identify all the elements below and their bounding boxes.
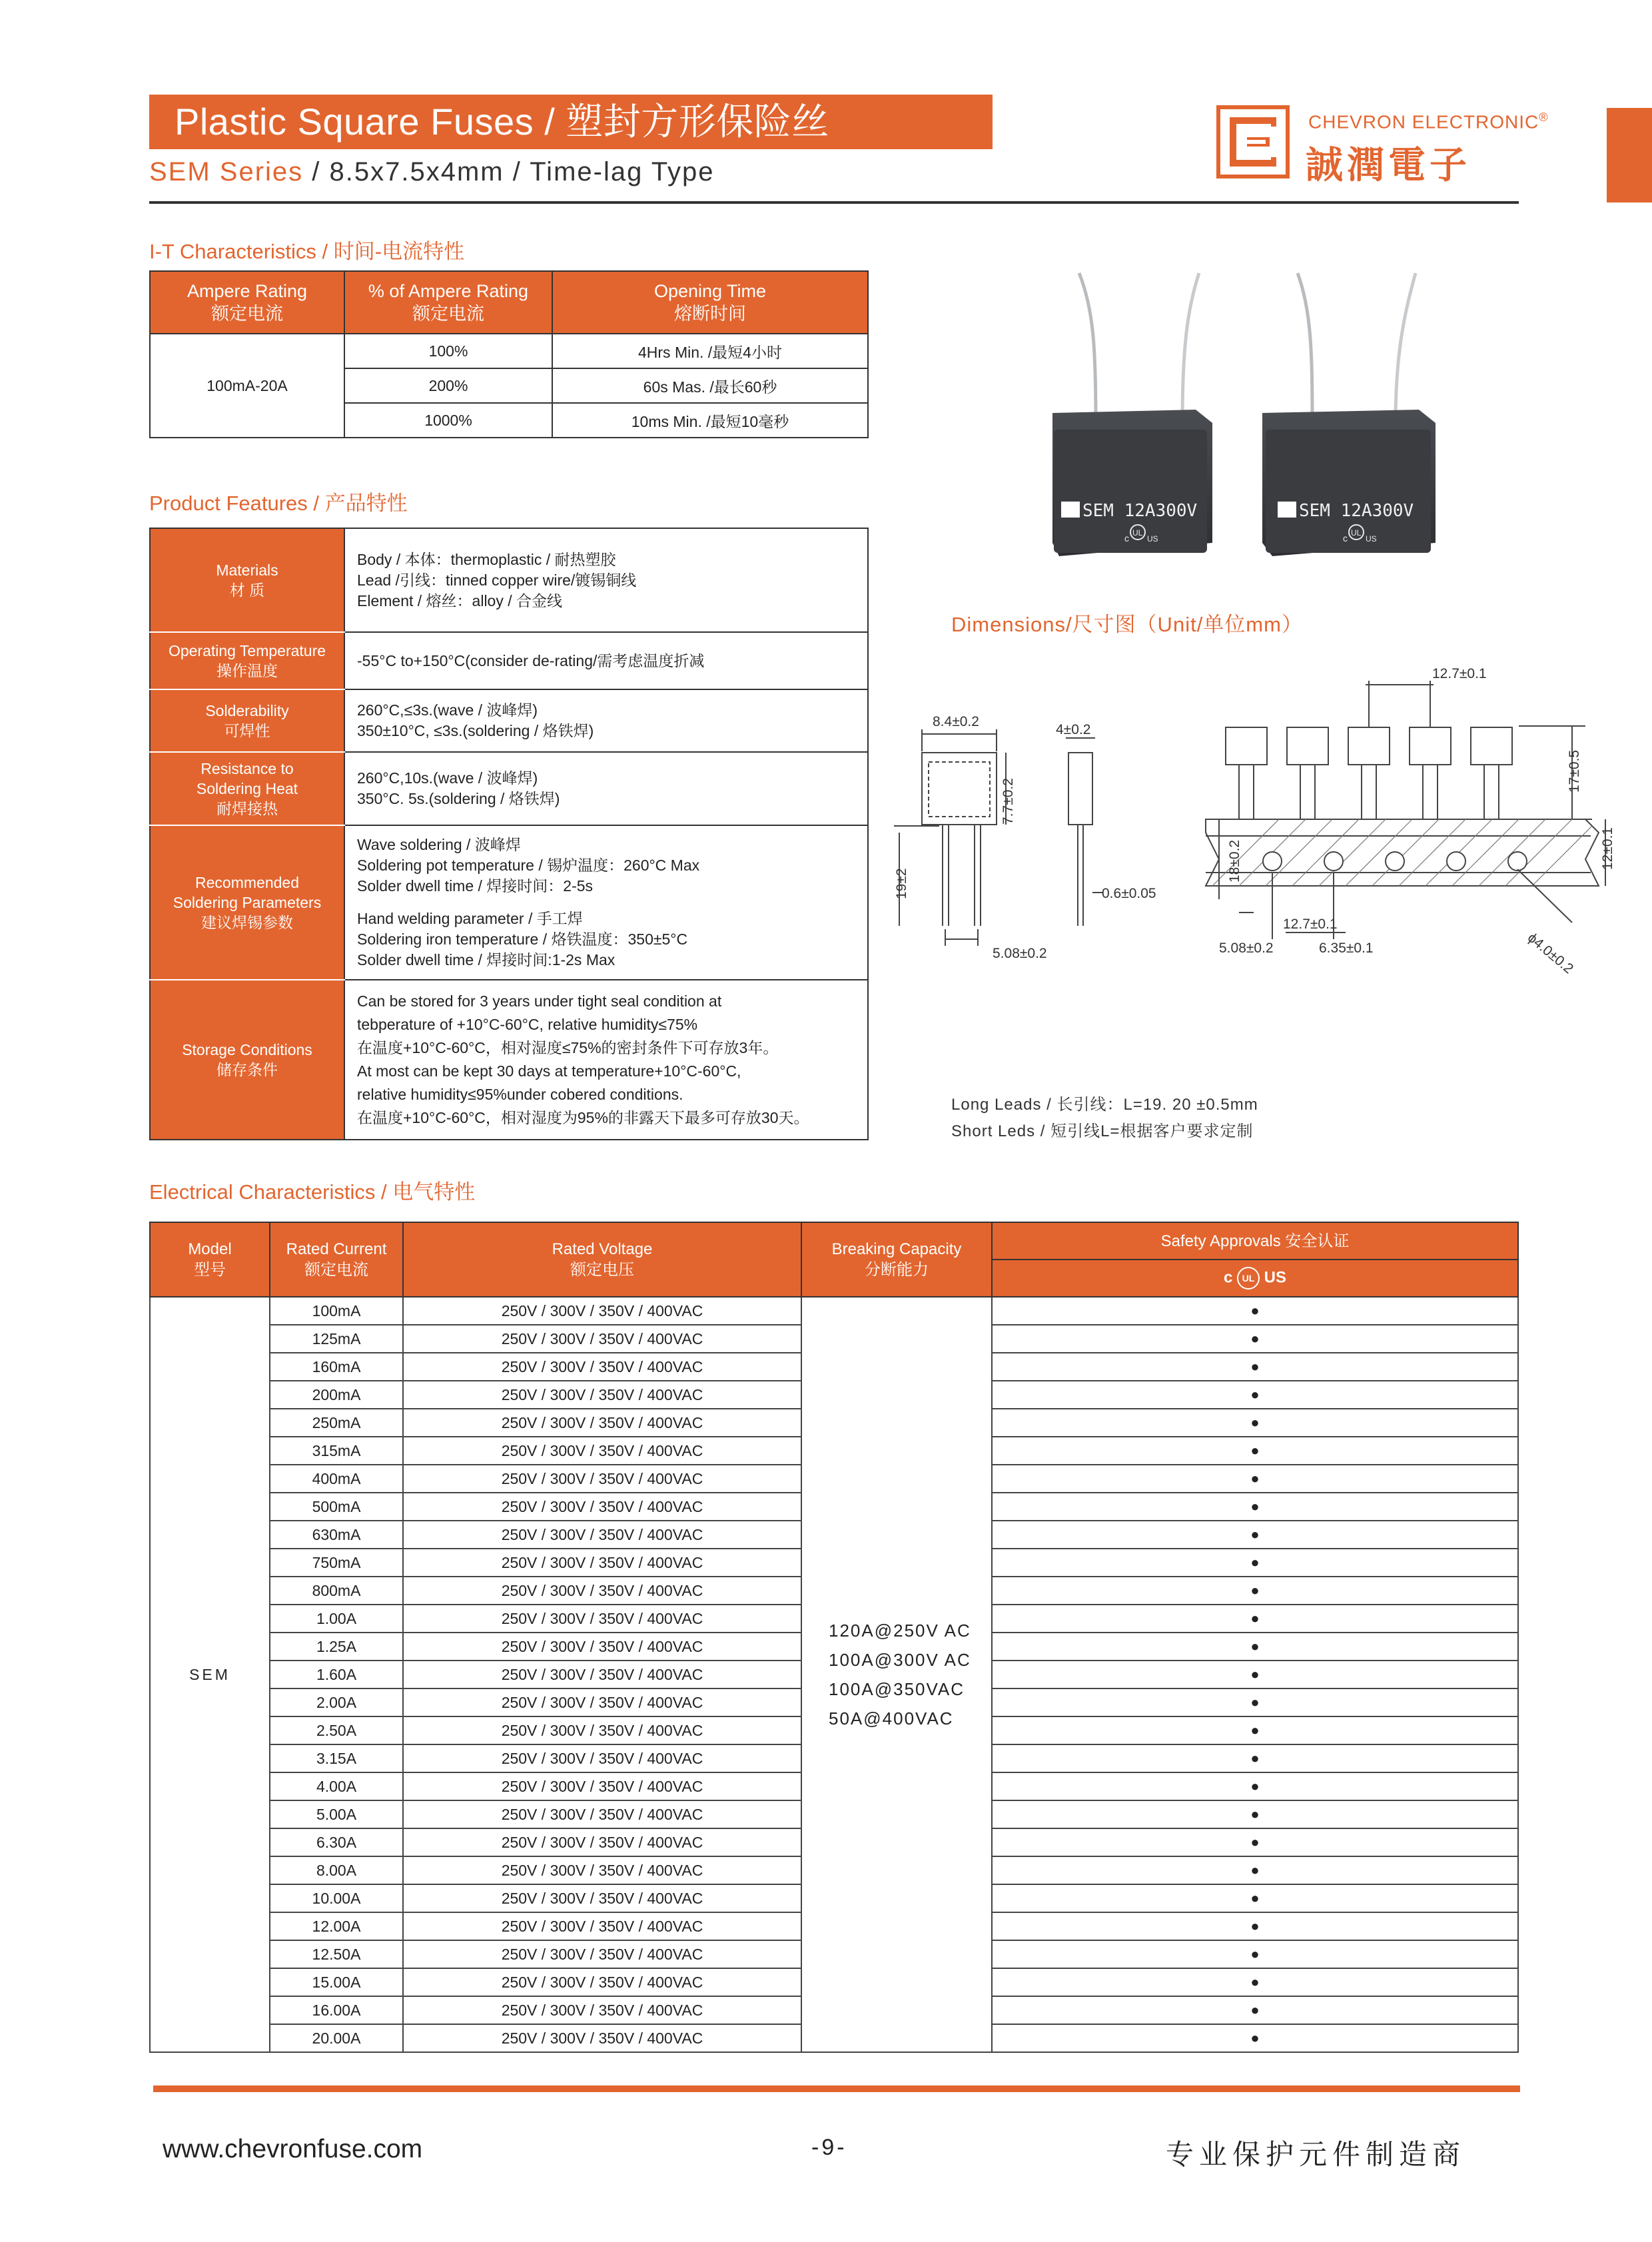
cert-c: c: [1223, 1268, 1233, 1287]
feature-label-en: Soldering Heat: [196, 780, 298, 797]
safety-approval-mark: ●: [992, 1521, 1518, 1549]
feature-label-en: Resistance to: [201, 760, 294, 777]
rated-current-cell: 315mA: [270, 1437, 403, 1465]
rated-current-cell: 100mA: [270, 1297, 403, 1325]
it-header-text: 额定电流: [211, 304, 283, 324]
logo-chinese: 誠潤電子: [1306, 144, 1471, 186]
rated-current-cell: 160mA: [270, 1353, 403, 1381]
rated-voltage-cell: 250V / 300V / 350V / 400VAC: [403, 1996, 801, 2024]
safety-approval-mark: ●: [992, 1912, 1518, 1940]
cert-ul: UL: [1242, 1273, 1255, 1284]
breaking-capacity-line: 100A@300V AC: [829, 1650, 971, 1670]
tape-offset-label: 6.35±0.1: [1319, 940, 1374, 956]
feature-line: Element / 熔丝：alloy / 合金线: [357, 591, 563, 609]
feature-spacer: [357, 897, 855, 909]
dim-thickness-label: 4±0.2: [1056, 722, 1091, 737]
safety-approval-mark: ●: [992, 1353, 1518, 1381]
feature-line: 在温度+10°C-60°C，相对湿度为95%的非露天下最多可存放30天。: [357, 1109, 809, 1126]
feature-line: tebperature of +10°C-60°C, relative humidity≤75%: [357, 1016, 698, 1033]
table-row: [150, 980, 868, 1140]
safety-approval-mark: ●: [992, 1716, 1518, 1744]
table-row: [150, 825, 868, 980]
rated-current-cell: 8.00A: [270, 1856, 403, 1884]
tape-hole-diameter-label: ϕ4.0±0.2: [1524, 930, 1577, 977]
safety-approval-mark: ●: [992, 2024, 1518, 2052]
safety-approval-mark: ●: [992, 1884, 1518, 1912]
elec-header-text: Breaking Capacity: [831, 1240, 962, 1258]
rated-voltage-cell: 250V / 300V / 350V / 400VAC: [403, 1661, 801, 1688]
safety-approval-mark: ●: [992, 1940, 1518, 1968]
fuse-ul-us: US: [1147, 534, 1158, 544]
features-table: [149, 528, 869, 1140]
safety-approval-mark: ●: [992, 1661, 1518, 1688]
rated-voltage-cell: 250V / 300V / 350V / 400VAC: [403, 1856, 801, 1884]
safety-approval-mark: ●: [992, 1381, 1518, 1409]
feature-line: Wave soldering / 波峰焊: [357, 836, 521, 853]
rated-current-cell: 750mA: [270, 1549, 403, 1577]
it-header-text: 熔断时间: [674, 304, 746, 324]
dim-lead-label: 19±2: [894, 868, 909, 899]
elec-header-cert: [992, 1260, 1518, 1297]
it-table: [149, 270, 869, 438]
cert-us: US: [1264, 1268, 1287, 1287]
dim-height-label: 7.7±0.2: [1001, 778, 1016, 825]
feature-label-en: Recommended: [195, 874, 299, 891]
it-header-text: 额定电流: [412, 304, 484, 324]
series-subtitle: [149, 157, 714, 187]
it-header-text: Opening Time: [653, 281, 767, 301]
rated-voltage-cell: 250V / 300V / 350V / 400VAC: [403, 1465, 801, 1493]
feature-line: 350°C. 5s.(soldering / 烙铁焊): [357, 790, 560, 807]
safety-approval-mark: ●: [992, 1633, 1518, 1661]
rated-current-cell: 1.60A: [270, 1661, 403, 1688]
safety-approval-mark: ●: [992, 1549, 1518, 1577]
rated-current-cell: 500mA: [270, 1493, 403, 1521]
header-rule: [149, 201, 1519, 204]
safety-approval-mark: ●: [992, 1744, 1518, 1772]
rated-voltage-cell: 250V / 300V / 350V / 400VAC: [403, 1912, 801, 1940]
feature-label-cn: 操作温度: [216, 662, 278, 679]
elec-header-safety: Safety Approvals 安全认证: [992, 1222, 1518, 1260]
rated-current-cell: 4.00A: [270, 1772, 403, 1800]
rated-current-cell: 20.00A: [270, 2024, 403, 2052]
series-name: SEM Series: [149, 157, 304, 187]
rated-voltage-cell: 250V / 300V / 350V / 400VAC: [403, 1325, 801, 1353]
fuse-ul-c: c: [1124, 533, 1129, 544]
safety-approval-mark: ●: [992, 1297, 1518, 1325]
rated-current-cell: 1.00A: [270, 1605, 403, 1633]
feature-line: 260°C,10s.(wave / 波峰焊): [357, 769, 538, 787]
elec-header-text: 分断能力: [865, 1261, 929, 1279]
it-header-text: % of Ampere Rating: [368, 281, 529, 301]
rated-voltage-cell: 250V / 300V / 350V / 400VAC: [403, 1605, 801, 1633]
safety-approval-mark: ●: [992, 1493, 1518, 1521]
elec-header-text: Rated Current: [286, 1240, 387, 1258]
rated-voltage-cell: 250V / 300V / 350V / 400VAC: [403, 1828, 801, 1856]
rated-voltage-cell: 250V / 300V / 350V / 400VAC: [403, 1940, 801, 1968]
footer-slogan: 专业保护元件制造商: [1166, 2139, 1466, 2170]
feature-line: Solder dwell time / 焊接时间:1-2s Max: [357, 951, 616, 968]
it-time-cell: 60s Mas. /最长60秒: [552, 368, 868, 403]
tape-lead-pitch-label: 5.08±0.2: [1219, 940, 1274, 956]
fuse-ul-us: US: [1366, 534, 1377, 544]
tape-hole-pitch-label: 12.7±0.1: [1283, 917, 1338, 932]
dim-diameter-label: 0.6±0.05: [1102, 886, 1156, 901]
electrical-section-title: Electrical Characteristics / 电气特性: [149, 1180, 476, 1204]
table-row: [150, 689, 868, 752]
feature-line: Hand welding parameter / 手工焊: [357, 910, 583, 927]
feature-label-en: Soldering Parameters: [173, 894, 322, 911]
rated-current-cell: 800mA: [270, 1577, 403, 1605]
elec-header-model: [150, 1222, 270, 1297]
table-row: [150, 528, 868, 632]
feature-value: [344, 980, 868, 1140]
feature-label-cn: 可焊性: [224, 722, 270, 739]
tape-pitch-top-label: 12.7±0.1: [1432, 666, 1487, 681]
feature-label-cn: 耐焊接热: [216, 800, 278, 817]
tape-height12-label: 12±0.1: [1600, 827, 1615, 870]
rated-current-cell: 125mA: [270, 1325, 403, 1353]
model-cell: SEM: [150, 1297, 270, 2052]
it-percent-cell: 100%: [344, 334, 552, 368]
elec-header-text: 额定电压: [570, 1261, 634, 1279]
fuse-marking: SEM 12A300V: [1299, 501, 1414, 521]
feature-label-en: Operating Temperature: [168, 642, 326, 659]
feature-label-en: Storage Conditions: [182, 1041, 312, 1058]
table-row: [150, 334, 868, 368]
electrical-table: [149, 1222, 1519, 2053]
it-percent-cell: 1000%: [344, 403, 552, 438]
feature-label-en: Materials: [216, 561, 278, 579]
rated-current-cell: 2.50A: [270, 1716, 403, 1744]
rated-current-cell: 5.00A: [270, 1800, 403, 1828]
feature-line: -55°C to+150°C(consider de-rating/需考虑温度折减: [357, 651, 705, 669]
rated-current-cell: 400mA: [270, 1465, 403, 1493]
rated-voltage-cell: 250V / 300V / 350V / 400VAC: [403, 1633, 801, 1661]
rated-voltage-cell: 250V / 300V / 350V / 400VAC: [403, 1688, 801, 1716]
it-header-rating: [150, 271, 344, 334]
feature-label-cn: 材 质: [229, 581, 265, 599]
feature-line: Can be stored for 3 years under tight seal condition at: [357, 992, 722, 1010]
elec-header-text: Rated Voltage: [552, 1240, 653, 1258]
table-row: [150, 752, 868, 825]
rated-voltage-cell: 250V / 300V / 350V / 400VAC: [403, 1549, 801, 1577]
dimension-drawing: [879, 659, 1615, 979]
breaking-capacity-cell: [801, 1297, 992, 2052]
rated-voltage-cell: 250V / 300V / 350V / 400VAC: [403, 1716, 801, 1744]
feature-label-en: Solderability: [205, 702, 289, 719]
rated-current-cell: 10.00A: [270, 1884, 403, 1912]
rated-current-cell: 1.25A: [270, 1633, 403, 1661]
rated-voltage-cell: 250V / 300V / 350V / 400VAC: [403, 1744, 801, 1772]
feature-line: Solder dwell time / 焊接时间：2-5s: [357, 877, 594, 895]
rated-current-cell: 16.00A: [270, 1996, 403, 2024]
tape-height18-label: 18±0.2: [1227, 839, 1242, 883]
rated-voltage-cell: 250V / 300V / 350V / 400VAC: [403, 1772, 801, 1800]
feature-label: [150, 752, 344, 825]
feature-label-cn: 建议焊锡参数: [201, 914, 293, 931]
feature-value: [344, 528, 868, 632]
safety-approval-mark: ●: [992, 1968, 1518, 1996]
rated-current-cell: 2.00A: [270, 1688, 403, 1716]
rated-current-cell: 12.00A: [270, 1912, 403, 1940]
rated-current-cell: 12.50A: [270, 1940, 403, 1968]
it-header-percent: [344, 271, 552, 334]
footer-rule: [153, 2085, 1520, 2092]
elec-header-text: 型号: [194, 1261, 226, 1279]
it-header-text: Ampere Rating: [187, 281, 308, 301]
safety-approval-mark: ●: [992, 1856, 1518, 1884]
table-row: [150, 632, 868, 689]
feature-label-cn: 储存条件: [216, 1061, 278, 1078]
elec-header-current: [270, 1222, 403, 1297]
safety-approval-mark: ●: [992, 1688, 1518, 1716]
tape-height17-label: 17±0.5: [1567, 749, 1582, 793]
breaking-capacity-line: 50A@400VAC: [829, 1708, 954, 1728]
logo-reg-mark: ®: [1539, 111, 1549, 124]
feature-line: 260°C,≤3s.(wave / 波峰焊): [357, 701, 538, 719]
rated-current-cell: 6.30A: [270, 1828, 403, 1856]
elec-header-text: Model: [188, 1240, 232, 1258]
rated-current-cell: 3.15A: [270, 1744, 403, 1772]
breaking-capacity-line: 120A@250V AC: [829, 1621, 971, 1641]
long-leads-note: Long Leads / 长引线：L=19. 20 ±0.5mm: [951, 1096, 1258, 1114]
rated-current-cell: 200mA: [270, 1381, 403, 1409]
page-title: Plastic Square Fuses / 塑封方形保险丝: [149, 95, 993, 149]
page-number: -9-: [811, 2135, 847, 2160]
elec-header-voltage: [403, 1222, 801, 1297]
feature-label: [150, 689, 344, 752]
safety-approval-mark: ●: [992, 1996, 1518, 2024]
logo-english: [1308, 111, 1549, 133]
feature-label: [150, 980, 344, 1140]
rated-current-cell: 15.00A: [270, 1968, 403, 1996]
it-header-time: [552, 271, 868, 334]
rated-voltage-cell: 250V / 300V / 350V / 400VAC: [403, 1521, 801, 1549]
rated-voltage-cell: 250V / 300V / 350V / 400VAC: [403, 1577, 801, 1605]
rated-current-cell: 630mA: [270, 1521, 403, 1549]
it-rating-cell: 100mA-20A: [150, 334, 344, 438]
it-time-cell: 4Hrs Min. /最短4小时: [552, 334, 868, 368]
feature-line: Lead /引线：tinned copper wire/镀锡铜线: [357, 571, 637, 589]
elec-header-breaking: [801, 1222, 992, 1297]
rated-voltage-cell: 250V / 300V / 350V / 400VAC: [403, 1968, 801, 1996]
fuse-ul-mark: UL: [1132, 528, 1143, 538]
footer-url[interactable]: www.chevronfuse.com: [163, 2135, 423, 2163]
fuse-marking: SEM 12A300V: [1082, 501, 1198, 521]
safety-approval-mark: ●: [992, 1409, 1518, 1437]
rated-voltage-cell: 250V / 300V / 350V / 400VAC: [403, 1381, 801, 1409]
safety-approval-mark: ●: [992, 1772, 1518, 1800]
rated-current-cell: 250mA: [270, 1409, 403, 1437]
it-section-title: I-T Characteristics / 时间-电流特性: [149, 240, 465, 263]
feature-line: 350±10°C, ≤3s.(soldering / 烙铁焊): [357, 722, 594, 739]
rated-voltage-cell: 250V / 300V / 350V / 400VAC: [403, 1353, 801, 1381]
logo-english-text: CHEVRON ELECTRONIC: [1308, 111, 1539, 133]
rated-voltage-cell: 250V / 300V / 350V / 400VAC: [403, 1437, 801, 1465]
safety-approval-mark: ●: [992, 1465, 1518, 1493]
logo-ce-icon: [1223, 111, 1283, 173]
rated-voltage-cell: 250V / 300V / 350V / 400VAC: [403, 1493, 801, 1521]
rated-voltage-cell: 250V / 300V / 350V / 400VAC: [403, 1884, 801, 1912]
feature-value: [344, 632, 868, 689]
dim-pitch-label: 5.08±0.2: [993, 946, 1047, 961]
feature-line: 在温度+10°C-60°C，相对湿度≤75%的密封条件下可存放3年。: [357, 1039, 779, 1056]
it-time-cell: 10ms Min. /最短10毫秒: [552, 403, 868, 438]
feature-label: [150, 825, 344, 980]
dimensions-title: Dimensions/尺寸图（Unit/单位mm）: [951, 613, 1303, 636]
product-photo: [1032, 270, 1452, 567]
rated-voltage-cell: 250V / 300V / 350V / 400VAC: [403, 2024, 801, 2052]
elec-header-text: 额定电流: [304, 1261, 368, 1279]
feature-line: relative humidity≤95%under cobered conditions.: [357, 1086, 683, 1103]
safety-approval-mark: ●: [992, 1577, 1518, 1605]
dim-width-label: 8.4±0.2: [933, 714, 979, 729]
safety-approval-mark: ●: [992, 1828, 1518, 1856]
rated-voltage-cell: 250V / 300V / 350V / 400VAC: [403, 1297, 801, 1325]
feature-line: Soldering pot temperature / 锡炉温度：260°C Max: [357, 857, 700, 874]
feature-line: Soldering iron temperature / 烙铁温度：350±5°C: [357, 931, 688, 948]
feature-value: [344, 689, 868, 752]
features-section-title: Product Features / 产品特性: [149, 492, 408, 515]
series-spec: / 8.5x7.5x4mm / Time-lag Type: [303, 157, 715, 187]
rated-voltage-cell: 250V / 300V / 350V / 400VAC: [403, 1800, 801, 1828]
safety-approval-mark: ●: [992, 1325, 1518, 1353]
side-tab: [1607, 108, 1652, 202]
short-leads-note: Short Leds / 短引线L=根据客户要求定制: [951, 1122, 1254, 1140]
it-percent-cell: 200%: [344, 368, 552, 403]
feature-value: [344, 752, 868, 825]
feature-label: [150, 528, 344, 632]
safety-approval-mark: ●: [992, 1437, 1518, 1465]
fuse-ul-c: c: [1343, 533, 1348, 544]
ul-mark-icon: [1237, 1267, 1260, 1290]
rated-voltage-cell: 250V / 300V / 350V / 400VAC: [403, 1409, 801, 1437]
table-row: [150, 1297, 1518, 1325]
fuse-ul-mark: UL: [1351, 528, 1362, 538]
safety-approval-mark: ●: [992, 1800, 1518, 1828]
feature-line: At most can be kept 30 days at temperature+10°C-60°C,: [357, 1062, 741, 1080]
feature-line: Body / 本体：thermoplastic / 耐热塑胶: [357, 550, 616, 568]
breaking-capacity-line: 100A@350VAC: [829, 1679, 965, 1699]
feature-value: [344, 825, 868, 980]
safety-approval-mark: ●: [992, 1605, 1518, 1633]
feature-label: [150, 632, 344, 689]
